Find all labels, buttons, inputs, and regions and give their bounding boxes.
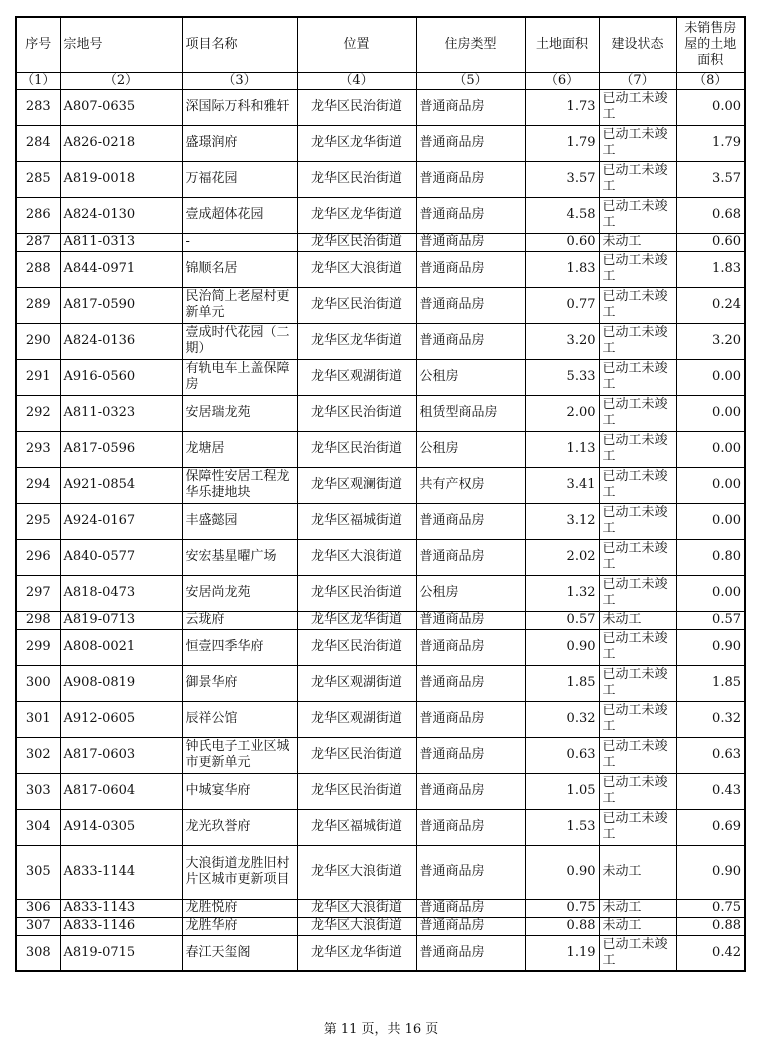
table-cell: 龙塘居 bbox=[182, 431, 297, 467]
table-cell: 1.79 bbox=[676, 125, 745, 161]
table-cell: 295 bbox=[16, 503, 60, 539]
table-cell: 305 bbox=[16, 845, 60, 899]
table-cell: 0.90 bbox=[676, 629, 745, 665]
table-cell: 普通商品房 bbox=[416, 701, 525, 737]
table-cell: 恒壹四季华府 bbox=[182, 629, 297, 665]
table-cell: 0.88 bbox=[676, 917, 745, 935]
table-cell: 3.41 bbox=[525, 467, 599, 503]
table-cell: 0.75 bbox=[676, 899, 745, 917]
table-cell: 丰盛懿园 bbox=[182, 503, 297, 539]
table-cell: 290 bbox=[16, 323, 60, 359]
table-cell: 306 bbox=[16, 899, 60, 917]
header-number-row bbox=[16, 72, 745, 89]
table-cell: 296 bbox=[16, 539, 60, 575]
header-cell: 建设状态 bbox=[599, 17, 676, 72]
table-cell: 已动工未竣工 bbox=[599, 629, 676, 665]
table-cell: 0.00 bbox=[676, 431, 745, 467]
table-cell: 普通商品房 bbox=[416, 503, 525, 539]
table-cell: 锦顺名居 bbox=[182, 251, 297, 287]
table-cell: 民治简上老屋村更新单元 bbox=[182, 287, 297, 323]
header-cell: 未销售房屋的土地面积 bbox=[676, 17, 745, 72]
table-cell: 已动工未竣工 bbox=[599, 431, 676, 467]
table-cell: A817-0604 bbox=[60, 773, 182, 809]
table-cell: 299 bbox=[16, 629, 60, 665]
table-cell: 龙华区大浪街道 bbox=[297, 251, 416, 287]
header-row bbox=[16, 17, 745, 72]
table-cell: 0.63 bbox=[676, 737, 745, 773]
table-cell: 0.80 bbox=[676, 539, 745, 575]
table-cell: 3.20 bbox=[676, 323, 745, 359]
table-cell: 0.57 bbox=[676, 611, 745, 629]
table-cell: 0.32 bbox=[525, 701, 599, 737]
table-row bbox=[16, 899, 745, 917]
table-cell: 盛璟润府 bbox=[182, 125, 297, 161]
table-row bbox=[16, 845, 745, 899]
table-cell: A833-1143 bbox=[60, 899, 182, 917]
table-cell: 1.19 bbox=[525, 935, 599, 971]
table-row bbox=[16, 197, 745, 233]
table-row bbox=[16, 917, 745, 935]
table-cell: 0.75 bbox=[525, 899, 599, 917]
table-cell: 已动工未竣工 bbox=[599, 197, 676, 233]
table-cell: 龙光玖誉府 bbox=[182, 809, 297, 845]
table-cell: 已动工未竣工 bbox=[599, 287, 676, 323]
table-cell: 普通商品房 bbox=[416, 251, 525, 287]
table-cell: 安居尚龙苑 bbox=[182, 575, 297, 611]
table-cell: 0.60 bbox=[525, 233, 599, 251]
table-cell: 307 bbox=[16, 917, 60, 935]
table-cell: 龙华区龙华街道 bbox=[297, 611, 416, 629]
table-cell: 未动工 bbox=[599, 917, 676, 935]
table-cell: 未动工 bbox=[599, 899, 676, 917]
table-cell: 普通商品房 bbox=[416, 773, 525, 809]
table-cell: A824-0130 bbox=[60, 197, 182, 233]
table-cell: 0.69 bbox=[676, 809, 745, 845]
table-cell: 普通商品房 bbox=[416, 539, 525, 575]
table-cell: 龙华区大浪街道 bbox=[297, 539, 416, 575]
table-cell: 0.00 bbox=[676, 359, 745, 395]
table-cell: 龙华区民治街道 bbox=[297, 737, 416, 773]
table-cell: 0.00 bbox=[676, 89, 745, 125]
table-row bbox=[16, 89, 745, 125]
page-footer: 第 11 页，共 16 页 bbox=[323, 1022, 439, 1037]
table-cell: 普通商品房 bbox=[416, 125, 525, 161]
table-cell: 3.12 bbox=[525, 503, 599, 539]
table-cell: 普通商品房 bbox=[416, 611, 525, 629]
table-cell: 0.00 bbox=[676, 395, 745, 431]
table-cell: 298 bbox=[16, 611, 60, 629]
table-cell: A817-0603 bbox=[60, 737, 182, 773]
table-cell: 普通商品房 bbox=[416, 629, 525, 665]
table-cell: 284 bbox=[16, 125, 60, 161]
table-cell: 0.90 bbox=[676, 845, 745, 899]
table-cell: 普通商品房 bbox=[416, 917, 525, 935]
table-cell: 3.57 bbox=[525, 161, 599, 197]
table-row bbox=[16, 629, 745, 665]
table-cell: 龙华区民治街道 bbox=[297, 233, 416, 251]
table-cell: 1.13 bbox=[525, 431, 599, 467]
table-cell: A921-0854 bbox=[60, 467, 182, 503]
table-cell: 普通商品房 bbox=[416, 737, 525, 773]
table-cell: 1.05 bbox=[525, 773, 599, 809]
table-cell: 304 bbox=[16, 809, 60, 845]
table-cell: 300 bbox=[16, 665, 60, 701]
table-cell: 0.63 bbox=[525, 737, 599, 773]
table-cell: 龙华区观湖街道 bbox=[297, 701, 416, 737]
table-row bbox=[16, 431, 745, 467]
table-cell: 龙华区观澜街道 bbox=[297, 467, 416, 503]
table-cell: 龙华区观湖街道 bbox=[297, 665, 416, 701]
table-cell: 普通商品房 bbox=[416, 287, 525, 323]
table-cell: A819-0018 bbox=[60, 161, 182, 197]
table-cell: A916-0560 bbox=[60, 359, 182, 395]
table-cell: 龙华区福城街道 bbox=[297, 809, 416, 845]
header-number: （8） bbox=[676, 72, 745, 89]
table-cell: 租赁型商品房 bbox=[416, 395, 525, 431]
table-row bbox=[16, 323, 745, 359]
table-cell: 已动工未竣工 bbox=[599, 575, 676, 611]
table-cell: 钟氏电子工业区城市更新单元 bbox=[182, 737, 297, 773]
table-row bbox=[16, 935, 745, 971]
table-cell: 公租房 bbox=[416, 359, 525, 395]
table-body bbox=[16, 89, 745, 971]
table-cell: A811-0323 bbox=[60, 395, 182, 431]
table-row bbox=[16, 161, 745, 197]
table-cell: 0.68 bbox=[676, 197, 745, 233]
header-number: （6） bbox=[525, 72, 599, 89]
table-cell: 龙华区观湖街道 bbox=[297, 359, 416, 395]
table-cell: 1.85 bbox=[676, 665, 745, 701]
table-cell: 普通商品房 bbox=[416, 809, 525, 845]
table-cell: 0.24 bbox=[676, 287, 745, 323]
table-cell: 0.77 bbox=[525, 287, 599, 323]
table-cell: 308 bbox=[16, 935, 60, 971]
table-row bbox=[16, 467, 745, 503]
table-cell: A833-1146 bbox=[60, 917, 182, 935]
table-cell: 297 bbox=[16, 575, 60, 611]
table-row bbox=[16, 665, 745, 701]
table-cell: 0.90 bbox=[525, 845, 599, 899]
table-cell: A824-0136 bbox=[60, 323, 182, 359]
table-cell: A844-0971 bbox=[60, 251, 182, 287]
table-cell: 292 bbox=[16, 395, 60, 431]
table-cell: 283 bbox=[16, 89, 60, 125]
table-cell: 1.83 bbox=[676, 251, 745, 287]
table-cell: 已动工未竣工 bbox=[599, 539, 676, 575]
table-row bbox=[16, 611, 745, 629]
table-cell: 普通商品房 bbox=[416, 197, 525, 233]
table-cell: 0.88 bbox=[525, 917, 599, 935]
table-cell: 289 bbox=[16, 287, 60, 323]
table-cell: 普通商品房 bbox=[416, 233, 525, 251]
table-row bbox=[16, 359, 745, 395]
table-cell: 普通商品房 bbox=[416, 845, 525, 899]
table-cell: A833-1144 bbox=[60, 845, 182, 899]
table-cell: - bbox=[182, 233, 297, 251]
table-cell: 壹成超体花园 bbox=[182, 197, 297, 233]
table-cell: 龙华区民治街道 bbox=[297, 161, 416, 197]
table-cell: 龙华区龙华街道 bbox=[297, 935, 416, 971]
table-row bbox=[16, 701, 745, 737]
table-cell: 0.00 bbox=[676, 467, 745, 503]
table-row bbox=[16, 251, 745, 287]
table-cell: 龙华区民治街道 bbox=[297, 89, 416, 125]
table-cell: 5.33 bbox=[525, 359, 599, 395]
table-row bbox=[16, 809, 745, 845]
table-cell: 1.83 bbox=[525, 251, 599, 287]
table-cell: 已动工未竣工 bbox=[599, 89, 676, 125]
table-cell: 深国际万科和雅轩 bbox=[182, 89, 297, 125]
table-cell: 壹成时代花园（二期） bbox=[182, 323, 297, 359]
table-cell: 0.57 bbox=[525, 611, 599, 629]
table-cell: 龙华区民治街道 bbox=[297, 395, 416, 431]
table-cell: 301 bbox=[16, 701, 60, 737]
table-cell: 已动工未竣工 bbox=[599, 503, 676, 539]
table-row bbox=[16, 737, 745, 773]
table-cell: 龙华区龙华街道 bbox=[297, 125, 416, 161]
table-cell: 普通商品房 bbox=[416, 89, 525, 125]
table-cell: 保障性安居工程龙华乐捷地块 bbox=[182, 467, 297, 503]
table-cell: 0.60 bbox=[676, 233, 745, 251]
header-number: （5） bbox=[416, 72, 525, 89]
table-cell: A924-0167 bbox=[60, 503, 182, 539]
table-cell: 云珑府 bbox=[182, 611, 297, 629]
table-cell: A817-0596 bbox=[60, 431, 182, 467]
table-cell: 共有产权房 bbox=[416, 467, 525, 503]
table-cell: 1.85 bbox=[525, 665, 599, 701]
table-cell: 安宏基星曜广场 bbox=[182, 539, 297, 575]
table-cell: A840-0577 bbox=[60, 539, 182, 575]
header-number: （2） bbox=[60, 72, 182, 89]
table-cell: 0.42 bbox=[676, 935, 745, 971]
table-cell: 普通商品房 bbox=[416, 161, 525, 197]
table-row bbox=[16, 773, 745, 809]
table-row bbox=[16, 287, 745, 323]
table-cell: 4.58 bbox=[525, 197, 599, 233]
table-cell: 龙华区龙华街道 bbox=[297, 323, 416, 359]
table-cell: A807-0635 bbox=[60, 89, 182, 125]
table-cell: 普通商品房 bbox=[416, 665, 525, 701]
table-cell: A914-0305 bbox=[60, 809, 182, 845]
table-cell: 0.32 bbox=[676, 701, 745, 737]
table-cell: 已动工未竣工 bbox=[599, 665, 676, 701]
table-cell: 大浪街道龙胜旧村片区城市更新项目 bbox=[182, 845, 297, 899]
table-cell: 公租房 bbox=[416, 431, 525, 467]
table-row bbox=[16, 125, 745, 161]
table-cell: 中城宴华府 bbox=[182, 773, 297, 809]
table-cell: 已动工未竣工 bbox=[599, 359, 676, 395]
table-cell: 已动工未竣工 bbox=[599, 809, 676, 845]
table-cell: A908-0819 bbox=[60, 665, 182, 701]
header-number: （1） bbox=[16, 72, 60, 89]
table-cell: A826-0218 bbox=[60, 125, 182, 161]
table-row bbox=[16, 233, 745, 251]
table-cell: 万福花园 bbox=[182, 161, 297, 197]
table-cell: 2.00 bbox=[525, 395, 599, 431]
table-cell: 0.43 bbox=[676, 773, 745, 809]
table-cell: 龙华区大浪街道 bbox=[297, 899, 416, 917]
table-cell: A817-0590 bbox=[60, 287, 182, 323]
table-cell: 龙华区民治街道 bbox=[297, 629, 416, 665]
table-row bbox=[16, 395, 745, 431]
table-cell: 未动工 bbox=[599, 233, 676, 251]
table-cell: A912-0605 bbox=[60, 701, 182, 737]
table-cell: 龙华区福城街道 bbox=[297, 503, 416, 539]
table-cell: 春江天玺阁 bbox=[182, 935, 297, 971]
table-cell: 辰祥公馆 bbox=[182, 701, 297, 737]
table-cell: 已动工未竣工 bbox=[599, 251, 676, 287]
header-cell: 项目名称 bbox=[182, 17, 297, 72]
table-cell: 龙华区龙华街道 bbox=[297, 197, 416, 233]
table-cell: 龙华区民治街道 bbox=[297, 287, 416, 323]
table-cell: 286 bbox=[16, 197, 60, 233]
header-cell: 宗地号 bbox=[60, 17, 182, 72]
land-table bbox=[15, 16, 746, 972]
table-cell: A808-0021 bbox=[60, 629, 182, 665]
table-cell: 294 bbox=[16, 467, 60, 503]
table-cell: 已动工未竣工 bbox=[599, 125, 676, 161]
header-cell: 住房类型 bbox=[416, 17, 525, 72]
table-cell: 龙华区民治街道 bbox=[297, 773, 416, 809]
table-cell: 287 bbox=[16, 233, 60, 251]
table-cell: 普通商品房 bbox=[416, 899, 525, 917]
table-cell: 3.20 bbox=[525, 323, 599, 359]
header-cell: 序号 bbox=[16, 17, 60, 72]
table-cell: 龙华区民治街道 bbox=[297, 575, 416, 611]
table-cell: 1.79 bbox=[525, 125, 599, 161]
table-cell: 已动工未竣工 bbox=[599, 737, 676, 773]
table-cell: 2.02 bbox=[525, 539, 599, 575]
table-cell: 已动工未竣工 bbox=[599, 323, 676, 359]
table-cell: 龙华区大浪街道 bbox=[297, 917, 416, 935]
table-cell: 普通商品房 bbox=[416, 935, 525, 971]
table-cell: 1.53 bbox=[525, 809, 599, 845]
table-cell: A811-0313 bbox=[60, 233, 182, 251]
table-cell: 公租房 bbox=[416, 575, 525, 611]
table-cell: 有轨电车上盖保障房 bbox=[182, 359, 297, 395]
table-cell: 已动工未竣工 bbox=[599, 161, 676, 197]
header-cell: 位置 bbox=[297, 17, 416, 72]
table-cell: 1.73 bbox=[525, 89, 599, 125]
table-cell: 302 bbox=[16, 737, 60, 773]
table-cell: 291 bbox=[16, 359, 60, 395]
table-cell: 0.90 bbox=[525, 629, 599, 665]
table-cell: 0.00 bbox=[676, 575, 745, 611]
table-cell: 285 bbox=[16, 161, 60, 197]
table-cell: 龙华区大浪街道 bbox=[297, 845, 416, 899]
table-cell: A819-0715 bbox=[60, 935, 182, 971]
table-row bbox=[16, 539, 745, 575]
header-number: （4） bbox=[297, 72, 416, 89]
table-cell: 0.00 bbox=[676, 503, 745, 539]
table-cell: 龙胜悦府 bbox=[182, 899, 297, 917]
table-cell: 未动工 bbox=[599, 611, 676, 629]
table-cell: 普通商品房 bbox=[416, 323, 525, 359]
table-cell: A818-0473 bbox=[60, 575, 182, 611]
table-cell: 303 bbox=[16, 773, 60, 809]
table-row bbox=[16, 575, 745, 611]
table-cell: 御景华府 bbox=[182, 665, 297, 701]
table-cell: 已动工未竣工 bbox=[599, 773, 676, 809]
table-cell: 已动工未竣工 bbox=[599, 467, 676, 503]
table-cell: 龙华区民治街道 bbox=[297, 431, 416, 467]
table-cell: 安居瑞龙苑 bbox=[182, 395, 297, 431]
header-cell: 土地面积 bbox=[525, 17, 599, 72]
table-cell: 已动工未竣工 bbox=[599, 935, 676, 971]
table-cell: 已动工未竣工 bbox=[599, 701, 676, 737]
header-number: （7） bbox=[599, 72, 676, 89]
table-row bbox=[16, 503, 745, 539]
table-cell: 未动工 bbox=[599, 845, 676, 899]
table-cell: 已动工未竣工 bbox=[599, 395, 676, 431]
table-cell: A819-0713 bbox=[60, 611, 182, 629]
header-number: （3） bbox=[182, 72, 297, 89]
table-cell: 龙胜华府 bbox=[182, 917, 297, 935]
table-cell: 293 bbox=[16, 431, 60, 467]
table-cell: 1.32 bbox=[525, 575, 599, 611]
table-cell: 288 bbox=[16, 251, 60, 287]
table-cell: 3.57 bbox=[676, 161, 745, 197]
